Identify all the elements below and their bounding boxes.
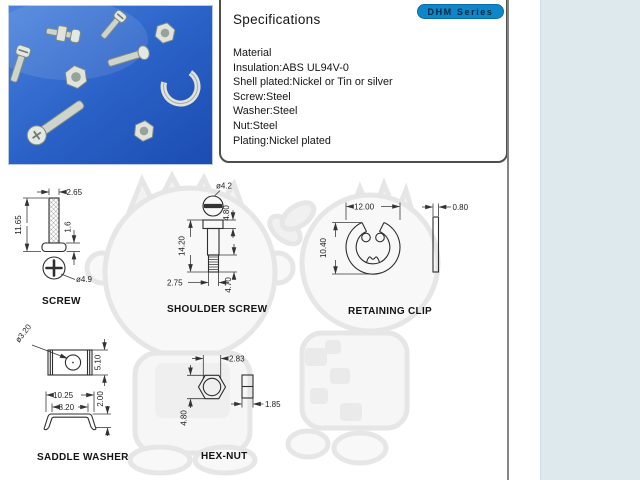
drawing-hex-nut (176, 343, 301, 463)
spec-line-plating: Plating:Nickel plated (233, 134, 331, 147)
drawing-screw (8, 182, 143, 307)
spec-line-insulation: Insulation:ABS UL94V-0 (233, 61, 349, 74)
page-divider (507, 0, 509, 480)
dim-saddle-inner-length: 8.20 (58, 403, 75, 412)
dim-screw-head-height: 1.6 (63, 221, 73, 233)
dim-shoulder-thread-length: 4.70 (224, 277, 233, 293)
slot (204, 204, 222, 208)
dim-saddle-width: 5.10 (93, 354, 103, 371)
dim-screw-shaft-dia: 2.65 (66, 188, 83, 197)
label-shoulder-screw: SHOULDER SCREW (167, 304, 268, 315)
label-retaining-clip: RETAINING CLIP (348, 306, 433, 317)
phillips-cross (47, 261, 62, 276)
dim-saddle-height: 2.00 (96, 391, 105, 407)
drawing-retaining-clip (313, 193, 485, 318)
dim-clip-thickness: 0.80 (452, 203, 469, 212)
spec-line-nut: Nut:Steel (233, 119, 278, 132)
spec-line-shell: Shell plated:Nickel or Tin or silver (233, 76, 393, 89)
dim-clip-width: 12.00 (354, 202, 375, 212)
dim-saddle-outer-length: 10.25 (53, 391, 74, 400)
label-screw: SCREW (42, 296, 81, 307)
spec-line-material: Material (233, 47, 272, 59)
spec-line-screw: Screw:Steel (233, 90, 291, 103)
dim-saddle-hole-dia: ø3.20 (13, 322, 34, 345)
dim-hexnut-thickness: 1.85 (265, 400, 281, 409)
specifications-title: Specifications (233, 12, 321, 27)
right-side-panel (540, 0, 640, 480)
dim-shoulder-head-height: 4.80 (222, 205, 231, 221)
dim-clip-height: 10.40 (319, 237, 328, 259)
specifications-list (233, 46, 393, 148)
dim-screw-head-dia: ø4.9 (76, 275, 93, 284)
spec-line-washer: Washer:Steel (233, 105, 298, 118)
drawing-saddle-washer (12, 316, 137, 456)
label-hex-nut: HEX-NUT (201, 451, 248, 462)
dim-shoulder-head-dia: ø4.2 (216, 181, 233, 191)
dim-hexnut-hole-width: 2.83 (229, 354, 245, 364)
label-saddle-washer: SADDLE WASHER (37, 452, 129, 463)
dim-shoulder-length: 14.20 (177, 235, 187, 257)
dim-hexnut-height: 4.80 (179, 410, 189, 426)
drawing-shoulder-screw (163, 180, 298, 320)
series-badge: DHM Series (417, 4, 504, 19)
product-photo (8, 5, 213, 165)
dim-screw-length: 11.65 (14, 215, 23, 235)
dim-shoulder-thread-dia: 2.75 (167, 278, 183, 288)
